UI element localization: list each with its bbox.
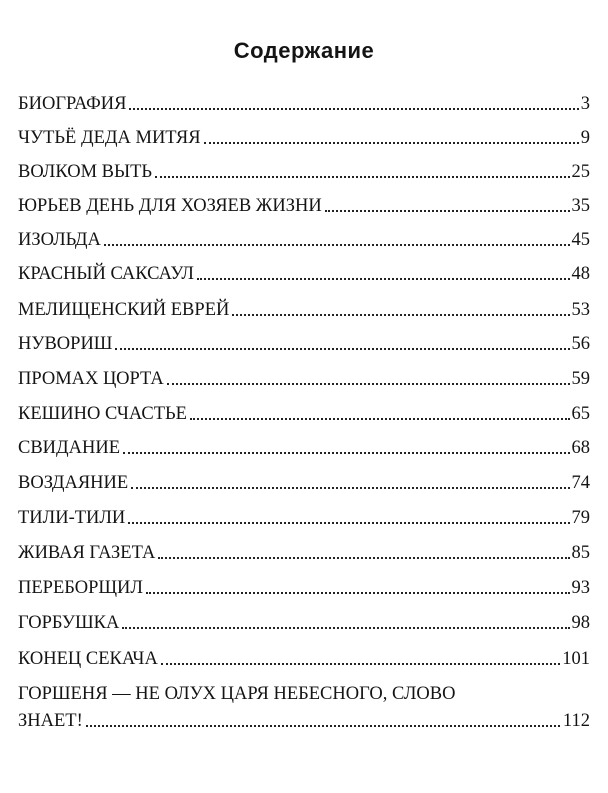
toc-entry-title-line1: ГОРШЕНЯ — НЕ ОЛУХ ЦАРЯ НЕБЕСНОГО, СЛОВО	[18, 684, 456, 704]
toc-entry-title: ИЗОЛЬДА	[18, 230, 101, 250]
dot-leader	[204, 142, 579, 144]
toc-entry	[18, 263, 590, 285]
toc-entry-page: 112	[562, 711, 590, 731]
toc-entry-title: МЕЛИЩЕНСКИЙ ЕВРЕЙ	[18, 300, 230, 320]
toc-entry-title: ТИЛИ-ТИЛИ	[18, 508, 126, 528]
toc-entry-page: 3	[580, 94, 590, 114]
toc-entry-page: 9	[580, 128, 590, 148]
toc-entry-title-line2: ЗНАЕТ!	[18, 711, 83, 731]
toc-entry	[18, 507, 590, 529]
dot-leader	[128, 522, 569, 524]
dot-leader	[167, 383, 570, 385]
toc-entry-title: ГОРБУШКА	[18, 613, 120, 633]
toc-entry-title: ВОЛКОМ ВЫТЬ	[18, 162, 153, 182]
dot-leader	[158, 557, 569, 559]
toc-entry-page: 101	[562, 649, 590, 669]
toc-entry-title: ЖИВАЯ ГАЗЕТА	[18, 543, 156, 563]
toc-entry-multiline	[18, 683, 590, 732]
dot-leader	[232, 314, 569, 316]
toc-entry-title: СВИДАНИЕ	[18, 438, 121, 458]
dot-leader	[86, 725, 560, 727]
toc-entry-title: ВОЗДАЯНИЕ	[18, 473, 129, 493]
toc-entry-page: 79	[571, 508, 590, 528]
dot-leader	[161, 663, 560, 665]
dot-leader	[122, 627, 569, 629]
toc-entry	[18, 229, 590, 251]
toc-entry	[18, 127, 590, 149]
toc-entry-page: 53	[571, 300, 590, 320]
toc-entry	[18, 542, 590, 564]
page-title: Содержание	[233, 38, 375, 63]
dot-leader	[146, 592, 570, 594]
toc-entry	[18, 403, 590, 425]
toc-entry	[18, 612, 590, 634]
toc-entry-title: КЕШИНО СЧАСТЬЕ	[18, 404, 187, 424]
toc-entry-page: 93	[571, 578, 590, 598]
toc-entry-title-line2-row	[18, 710, 590, 732]
toc-entry	[18, 195, 590, 217]
toc-entry	[18, 472, 590, 494]
dot-leader	[190, 418, 570, 420]
toc-entry-title: ПРОМАХ ЦОРТА	[18, 369, 164, 389]
toc-entry	[18, 648, 590, 670]
toc-entry-title: ПЕРЕБОРЩИЛ	[18, 578, 143, 598]
toc-entry-page: 98	[571, 613, 590, 633]
toc-entry	[18, 577, 590, 599]
dot-leader	[155, 176, 569, 178]
toc-entry-page: 85	[571, 543, 590, 563]
toc-entry-page: 56	[571, 334, 590, 354]
toc-entry	[18, 368, 590, 390]
toc-entry	[18, 299, 590, 321]
toc-entry-page: 45	[571, 230, 590, 250]
toc-entry-title: НУВОРИШ	[18, 334, 113, 354]
toc-entry	[18, 93, 590, 115]
dot-leader	[129, 108, 578, 110]
toc-entry-title: БИОГРАФИЯ	[18, 94, 127, 114]
toc-entry	[18, 161, 590, 183]
toc-entry-page: 59	[571, 369, 590, 389]
dot-leader	[104, 244, 570, 246]
toc-entry	[18, 437, 590, 459]
toc-entry-page: 65	[571, 404, 590, 424]
toc-entry-page: 74	[571, 473, 590, 493]
toc-entry-page: 48	[571, 264, 590, 284]
dot-leader	[115, 348, 569, 350]
toc-entry-title: ЧУТЬЁ ДЕДА МИТЯЯ	[18, 128, 201, 148]
dot-leader	[123, 452, 569, 454]
toc-entry-page: 25	[571, 162, 590, 182]
toc-entry-page: 68	[571, 438, 590, 458]
dot-leader	[325, 210, 570, 212]
toc-entry	[18, 333, 590, 355]
toc-entry-title: КОНЕЦ СЕКАЧА	[18, 649, 158, 669]
toc-entry-page: 35	[571, 196, 590, 216]
dot-leader	[131, 487, 569, 489]
toc-entry-title: ЮРЬЕВ ДЕНЬ ДЛЯ ХОЗЯЕВ ЖИЗНИ	[18, 196, 322, 216]
dot-leader	[197, 278, 570, 280]
toc-entry-title: КРАСНЫЙ САКСАУЛ	[18, 264, 194, 284]
